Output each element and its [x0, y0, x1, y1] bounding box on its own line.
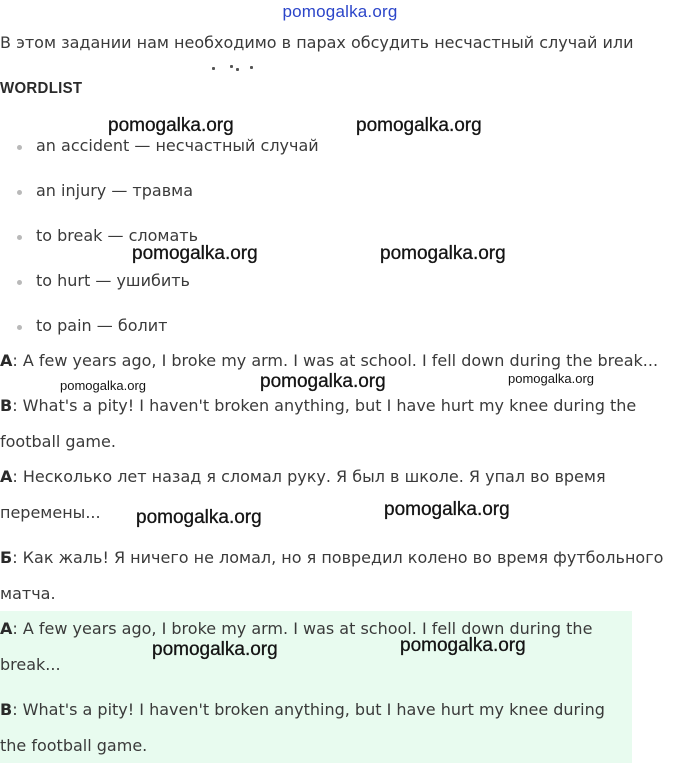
- bullet-icon: [17, 235, 22, 240]
- intro-text: В этом задании нам необходимо в парах обсудить несчастный случай или: [0, 33, 634, 52]
- bullet-icon: [17, 280, 22, 285]
- dialog-highlight-b-cont: the football game.: [0, 736, 148, 755]
- bullet-icon: [17, 190, 22, 195]
- watermark: pomogalka.org: [380, 243, 506, 264]
- dialog-text: : A few years ago, I broke my arm. I was at school. I fell down during the: [12, 619, 593, 638]
- dialog-ru-b: [0, 548, 663, 567]
- dialog-en-b: [0, 396, 636, 415]
- dialog-text: : What's a pity! I haven't broken anything, but I have hurt my knee during: [12, 700, 605, 719]
- wordlist-heading: WORDLIST: [0, 79, 83, 98]
- site-header-link[interactable]: pomogalka.org: [282, 2, 398, 21]
- dialog-highlight-b: [0, 700, 605, 719]
- clipped-text-fragment: [210, 60, 260, 74]
- speaker-label: B: [0, 700, 13, 719]
- watermark: pomogalka.org: [356, 115, 482, 136]
- dialog-en-b-cont: football game.: [0, 432, 116, 451]
- dialog-text: : A few years ago, I broke my arm. I was at school. I fell down during the break...: [12, 351, 659, 370]
- speaker-label: Б: [0, 548, 13, 567]
- watermark: pomogalka.org: [384, 499, 510, 520]
- dialog-en-a: [0, 351, 658, 370]
- watermark: pomogalka.org: [108, 115, 234, 136]
- watermark: pomogalka.org: [260, 371, 386, 392]
- speaker-label: A: [0, 619, 13, 638]
- dialog-text: : Несколько лет назад я сломал руку. Я был в школе. Я упал во время: [12, 467, 606, 486]
- watermark: pomogalka.org: [400, 635, 526, 656]
- watermark: pomogalka.org: [152, 639, 278, 660]
- dialog-text: : Как жаль! Я ничего не ломал, но я повредил колено во время футбольного: [12, 548, 664, 567]
- watermark: pomogalka.org: [136, 507, 262, 528]
- speaker-label: А: [0, 467, 13, 486]
- wordlist-item: to pain — болит: [36, 316, 168, 335]
- dialog-ru-b-cont: матча.: [0, 584, 56, 603]
- wordlist-item: to break — сломать: [36, 226, 199, 245]
- dialog-highlight-a-cont: break...: [0, 655, 61, 674]
- watermark: pomogalka.org: [132, 243, 258, 264]
- watermark: pomogalka.org: [60, 378, 146, 393]
- dialog-ru-a-cont: перемены...: [0, 503, 101, 522]
- wordlist-item: an accident — несчастный случай: [36, 136, 319, 155]
- bullet-icon: [17, 325, 22, 330]
- speaker-label: B: [0, 396, 13, 415]
- bullet-icon: [17, 145, 22, 150]
- watermark: pomogalka.org: [508, 371, 594, 386]
- wordlist-item: an injury — травма: [36, 181, 194, 200]
- dialog-ru-a: [0, 467, 606, 486]
- wordlist-item: to hurt — ушибить: [36, 271, 190, 290]
- speaker-label: A: [0, 351, 13, 370]
- dialog-text: : What's a pity! I haven't broken anything, but I have hurt my knee during the: [12, 396, 637, 415]
